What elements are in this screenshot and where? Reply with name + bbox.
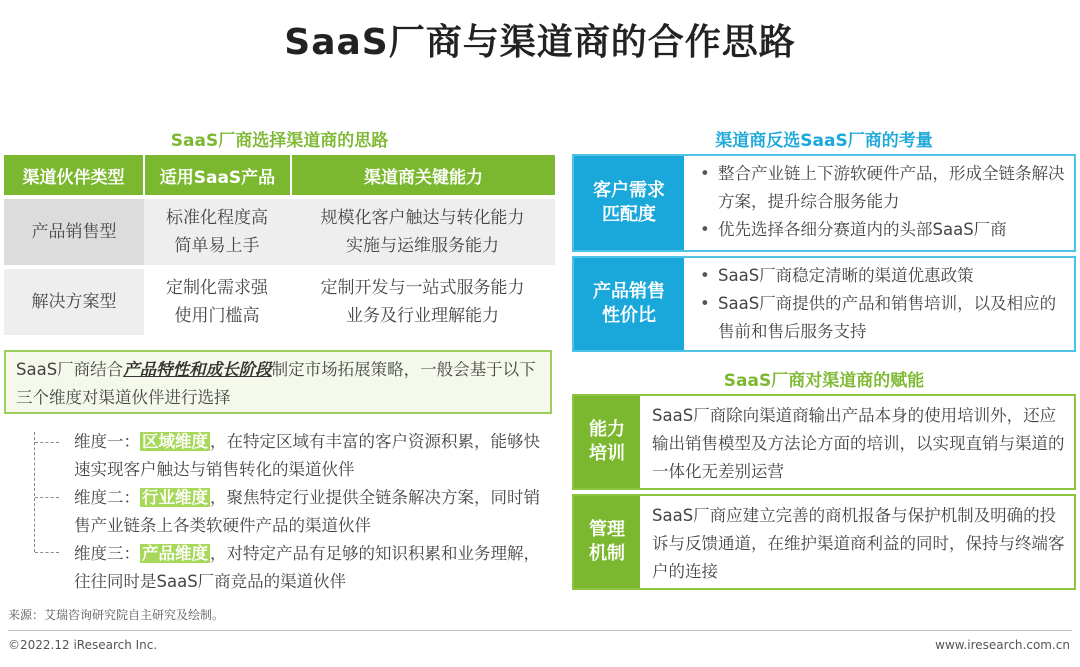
enablement-text: SaaS厂商除向渠道商输出产品本身的使用培训外，还应输出销售模型及方法论方面的培训，以实现直销与渠道的一体化无差别运营 bbox=[652, 406, 1065, 481]
bullet-item: • SaaS厂商稳定清晰的渠道优惠政策 bbox=[694, 262, 1066, 290]
right-bottom-section-title: SaaS厂商对渠道商的赋能 bbox=[723, 371, 925, 391]
dimension-tag: 区域维度 bbox=[142, 432, 208, 451]
bullet-item: • SaaS厂商提供的产品和销售培训，以及相应的售前和售后服务支持 bbox=[694, 290, 1066, 346]
row-ability-line: 实施与运维服务能力 bbox=[346, 236, 499, 256]
row-type: 解决方案型 bbox=[4, 269, 144, 335]
consideration-content bbox=[694, 160, 1066, 244]
enablement-label: 管理机制 bbox=[574, 496, 640, 588]
strategy-text-pre: SaaS厂商结合 bbox=[16, 360, 124, 379]
bullet-item: • 整合产业链上下游软硬件产品，形成全链条解决方案，提升综合服务能力 bbox=[694, 160, 1066, 216]
bullet-item: • 优先选择各细分赛道内的头部SaaS厂商 bbox=[694, 216, 1066, 244]
row-ability bbox=[290, 269, 555, 335]
row-ability-line: 业务及行业理解能力 bbox=[346, 306, 499, 326]
enablement-box-1 bbox=[572, 394, 1076, 490]
dimension-prefix: 维度二： bbox=[74, 488, 140, 507]
row-product-line: 使用门槛高 bbox=[174, 306, 260, 326]
source-note: 来源：艾瑞咨询研究院自主研究及绘制。 bbox=[8, 608, 225, 622]
dimension-item-1 bbox=[74, 428, 544, 484]
website-link[interactable]: www.iresearch.com.cn bbox=[935, 638, 1070, 652]
tree-branch bbox=[35, 497, 59, 498]
tree-branch bbox=[35, 552, 59, 553]
dimension-text: ，在特定区域有丰富的客户资源积累，能够快速实现客户触达与销售转化的渠道伙伴 bbox=[74, 432, 540, 479]
tree-connector bbox=[34, 432, 37, 552]
dimension-tag: 行业维度 bbox=[142, 488, 208, 507]
enablement-text: SaaS厂商应建立完善的商机报备与保护机制及明确的投诉与反馈通道，在维护渠道商利益的同时，保持与终端客户的连接 bbox=[652, 506, 1065, 581]
strategy-emphasis: 产品特性和成长阶段 bbox=[123, 360, 272, 379]
row-product-line: 简单易上手 bbox=[174, 236, 260, 256]
row-product bbox=[144, 269, 290, 335]
right-top-section-title: 渠道商反选SaaS厂商的考量 bbox=[715, 131, 933, 151]
page-title: SaaS厂商与渠道商的合作思路 bbox=[284, 22, 796, 63]
strategy-box bbox=[4, 350, 552, 414]
dimension-item-3 bbox=[74, 540, 544, 596]
copyright: ©2022.12 iResearch Inc. bbox=[8, 638, 158, 652]
dimension-text: ，聚焦特定行业提供全链条解决方案，同时销售产业链条上各类软硬件产品的渠道伙伴 bbox=[74, 488, 540, 535]
consideration-box-1 bbox=[572, 154, 1076, 252]
dimension-tag: 产品维度 bbox=[142, 544, 208, 563]
table-row bbox=[4, 199, 555, 265]
table-header-product: 适用SaaS产品 bbox=[143, 155, 290, 195]
consideration-content bbox=[694, 262, 1066, 346]
footer-divider bbox=[8, 630, 1072, 631]
enablement-label: 能力培训 bbox=[574, 396, 640, 488]
tree-branch bbox=[35, 442, 59, 443]
channel-partner-table bbox=[4, 155, 555, 335]
row-type: 产品销售型 bbox=[4, 199, 144, 265]
dimension-prefix: 维度一： bbox=[74, 432, 140, 451]
row-product bbox=[144, 199, 290, 265]
enablement-box-2 bbox=[572, 494, 1076, 590]
row-product-line: 标准化程度高 bbox=[166, 208, 268, 228]
dimension-item-2 bbox=[74, 484, 544, 540]
table-header-row bbox=[4, 155, 555, 195]
table-header-ability: 渠道商关键能力 bbox=[290, 155, 555, 195]
table-row bbox=[4, 269, 555, 335]
left-section-title: SaaS厂商选择渠道商的思路 bbox=[170, 131, 389, 151]
row-product-line: 定制化需求强 bbox=[166, 278, 268, 298]
row-ability-line: 规模化客户触达与转化能力 bbox=[320, 208, 525, 228]
consideration-box-2 bbox=[572, 256, 1076, 352]
row-ability bbox=[290, 199, 555, 265]
consideration-label: 客户需求匹配度 bbox=[574, 156, 684, 250]
strategy-text-post: 制定市场拓展策略，一般会基于以下三个维度对渠道伙伴进行选择 bbox=[16, 360, 536, 407]
table-header-type: 渠道伙伴类型 bbox=[4, 155, 143, 195]
dimension-text: ，对特定产品有足够的知识积累和业务理解，往往同时是SaaS厂商竞品的渠道伙伴 bbox=[74, 544, 540, 591]
row-ability-line: 定制开发与一站式服务能力 bbox=[320, 278, 525, 298]
dimension-prefix: 维度三： bbox=[74, 544, 140, 563]
consideration-label: 产品销售性价比 bbox=[574, 258, 684, 350]
